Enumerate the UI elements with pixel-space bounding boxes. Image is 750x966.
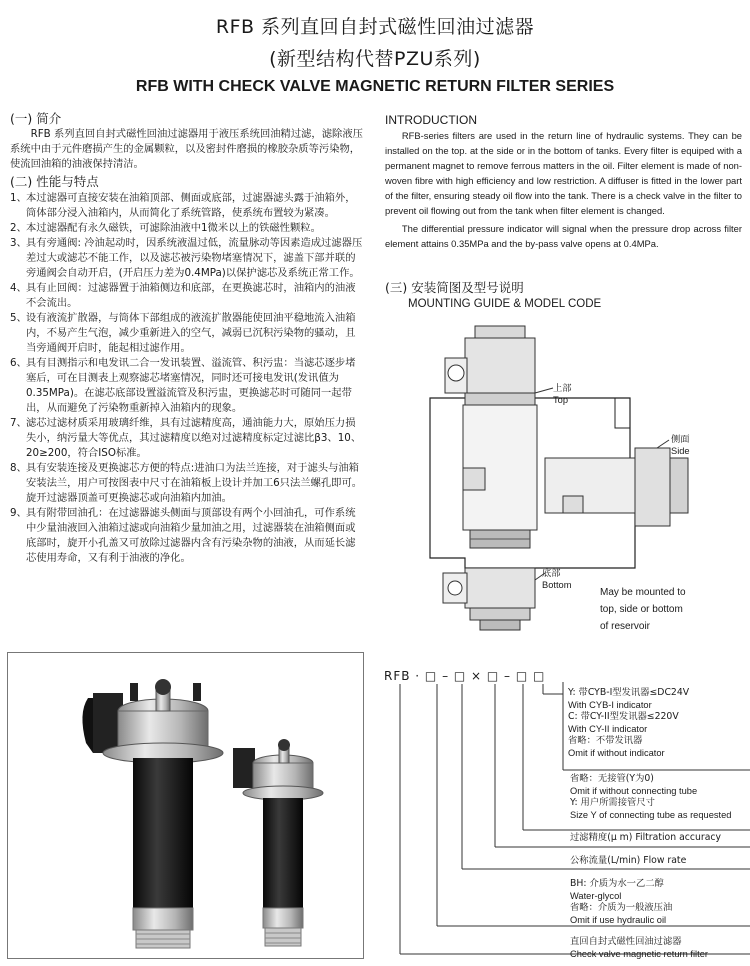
intro-en-p2: The differential pressure indicator will signal when the pressure drop across filter element attains 0.35MPa and the by-pass valve opens at 0.4MPa. — [385, 223, 742, 249]
accuracy-label: 过滤精度(μ m) Filtration accuracy — [570, 832, 722, 843]
label-side-cn: 侧面 — [671, 434, 690, 445]
intro-cn-text: RFB 系列直回自封式磁性回油过滤器用于液压系统回油精过滤，滤除液压系统中由于元件磨损产生的金属颗粒，以及密封件磨损的橡胶杂质等污染物，使流回油箱的油液保持清洁。 — [10, 128, 363, 170]
label-bottom-en: Bottom — [542, 580, 572, 590]
indicator-options: Y: 带CYB-I型发讯器≤DC24V With CYB-I indicator C: 带CY-II型发讯器≤220V With CY-II indicator 省略：不带发讯器 Omit if without indicator — [568, 687, 690, 758]
features-heading: (二) 性能与特点 — [10, 174, 99, 189]
intro-cn-heading: (一) 简介 — [10, 111, 62, 126]
side-filter — [545, 448, 688, 526]
feature-item: 5、 设有液流扩散器，与筒体下部组成的液流扩散器能使回油平稳地流入油箱内，不易产生气泡，减少重新进入的空气，减弱已沉积污染物的骚动，且当旁通阀开启时，能起相过滤作用。 — [10, 312, 356, 354]
feature-item: 9、 具有附带回油孔：在过滤器滤头侧面与顶部设有两个小回油孔，可作系统中少量油液回入油箱过滤或向油箱少量加油之用，过滤器装在油箱侧面或底部时，旋开小孔盖又可放除过滤器内含有污染杂物的油液，从而延长滤芯使用寿命，又有利于油液的净化。 — [10, 507, 356, 564]
mounting-note: May be mounted to top, side or bottom of reservoir — [600, 587, 686, 632]
label-top-cn: 上部 — [553, 383, 572, 394]
feature-item: 4、 具有止回阀：过滤器置于油箱侧边和底部，在更换滤芯时，油箱内的油液不会流出。 — [10, 282, 356, 309]
title-en: RFB WITH CHECK VALVE MAGNETIC RETURN FILTER SERIES — [135, 78, 615, 95]
feature-item: 7、 滤芯过滤材质采用玻璃纤维，具有过滤精度高，通油能力大，原始压力损失小，纳污量大等优点，其过滤精度以绝对过滤精度标定过滤比β3、10、20≥200，符合ISO标准。 — [10, 417, 362, 459]
intro-en-heading: INTRODUCTION — [385, 113, 477, 127]
top-filter — [445, 326, 537, 548]
small-filter — [233, 739, 323, 946]
mounting-heading-cn: (三) 安装简图及型号说明 — [385, 280, 524, 295]
model-code: RFB · □ – □ × □ – □ □ — [384, 669, 546, 683]
intro-en — [385, 112, 742, 251]
large-filter — [82, 679, 223, 948]
intro-en-p1: RFB-series filters are used in the return line of hydraulic systems. They can be installed on the top. at the side or in the bottom of tanks. Every filter is equiped with a permanent magnet to remove ferrous matters in the oil. Filter element is made of non-woven fibre with high efficiency and low restriction. A diffuser is fitted in the lower part of the filter, ensuring steady oil flow into the tank. There is a check valve in the filter to prevent oil flowing out from the tank when filter element is changed. — [385, 130, 742, 216]
product-name: 直回自封式磁性回油过滤器 Check valve magnetic return filter — [570, 936, 708, 959]
feature-item: 6、 具有目测指示和电发讯二合一发讯装置、溢流管、积污盅：当滤芯逐步堵塞后，可在目测表上观察滤芯堵塞情况，同时还可接电发讯(发讯值为0.35MPa)。在滤芯底部设置溢流管及积污盅，更换滤芯时可随同一起带出，从而避免了污染物重新掉入油箱内的现象。 — [10, 357, 356, 414]
label-top-en: Top — [553, 395, 568, 405]
feature-item: 2、 本过滤器配有永久磁铁，可滤除油液中1微米以上的铁磁性颗粒。 — [10, 222, 321, 234]
label-side-en: Side — [671, 446, 690, 456]
bottom-filter — [443, 568, 535, 630]
title-cn-line1: RFB 系列直回自封式磁性回油过滤器 — [215, 16, 535, 38]
filter-illustration — [8, 653, 363, 958]
tube-options: 省略：无接管(Y为0) Omit if without connecting tube Y: 用户所需接管尺寸 Size Y of connecting tube as requested — [570, 773, 732, 820]
feature-item: 1、 本过滤器可直接安装在油箱顶部、侧面或底部，过滤器滤头露于油箱外，筒体部分浸入油箱内，从而简化了系统管路，使系统布置较为紧凑。 — [10, 192, 356, 219]
medium-options: BH: 介质为水一乙二醇 Water-glycol 省略：介质为一般液压油 Omit if use hydraulic oil — [570, 878, 673, 925]
mounting-heading-en: MOUNTING GUIDE & MODEL CODE — [408, 298, 602, 310]
features-list — [10, 191, 365, 566]
title-cn-line2: (新型结构代替PZU系列) — [269, 48, 481, 70]
feature-item: 3、 具有旁通阀: 冷油起动时，因系统液温过低，流量脉动等因素造成过滤器压差过大或滤芯不能工作，以及滤芯被污染物堵塞情况下，滤盖下部并联的旁通阀会自动开启，(开启压力差为0.4MPa)以保护滤芯及系统正常工作。 — [10, 237, 363, 279]
mounting-diagram — [425, 318, 745, 658]
flow-label: 公称流量(L/min) Flow rate — [570, 855, 687, 866]
left-column — [10, 110, 365, 566]
product-photo — [7, 652, 364, 959]
feature-item: 8、 具有安装连接及更换滤芯方便的特点:进油口为法兰连接，对于滤头与油箱安装法兰，用户可按图表中尺寸在油箱板上设计并加工6只法兰螺孔即可。旋开过滤器顶盖可更换滤芯或向油箱内加油。 — [10, 462, 363, 504]
label-bottom-cn: 底部 — [542, 568, 561, 579]
